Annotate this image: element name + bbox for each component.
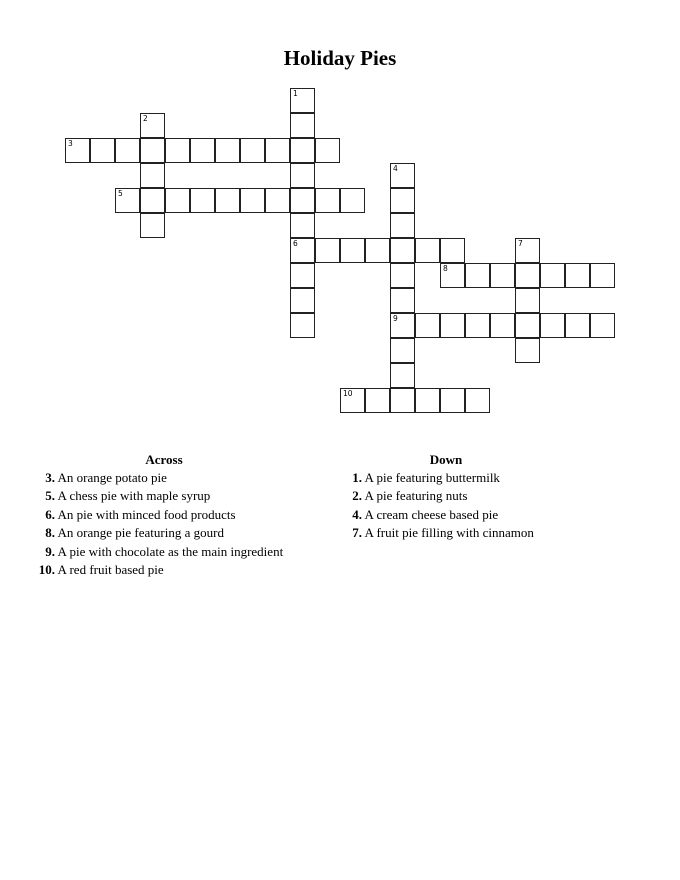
grid-cell[interactable] [540, 313, 565, 338]
grid-cell[interactable] [290, 188, 315, 213]
grid-cell[interactable] [540, 263, 565, 288]
grid-cell[interactable] [440, 388, 465, 413]
grid-cell[interactable] [240, 138, 265, 163]
grid-cell[interactable] [390, 388, 415, 413]
clue-number: 1 [293, 89, 298, 98]
grid-cell[interactable] [565, 263, 590, 288]
grid-cell[interactable] [390, 238, 415, 263]
grid-cell[interactable] [515, 288, 540, 313]
clue-down: 7. A fruit pie filling with cinnamon [352, 525, 534, 540]
grid-cell[interactable] [340, 188, 365, 213]
grid-cell[interactable] [465, 388, 490, 413]
clue-across: 10. A red fruit based pie [38, 562, 164, 577]
grid-cell[interactable] [490, 313, 515, 338]
clue-number: 6 [293, 239, 298, 248]
grid-cell[interactable] [440, 263, 465, 288]
grid-cell[interactable] [190, 188, 215, 213]
grid-cell[interactable] [290, 288, 315, 313]
grid-cell[interactable] [140, 188, 165, 213]
grid-cell[interactable] [515, 313, 540, 338]
grid-cell[interactable] [590, 263, 615, 288]
grid-cell[interactable] [390, 363, 415, 388]
grid-cell[interactable] [315, 238, 340, 263]
grid-cell[interactable] [165, 188, 190, 213]
grid-cell[interactable] [390, 163, 415, 188]
grid-cell[interactable] [90, 138, 115, 163]
grid-cell[interactable] [465, 313, 490, 338]
grid-cell[interactable] [515, 263, 540, 288]
grid-cell[interactable] [515, 338, 540, 363]
grid-cell[interactable] [290, 163, 315, 188]
grid-cell[interactable] [415, 388, 440, 413]
grid-cell[interactable] [290, 263, 315, 288]
clue-number: 7 [518, 239, 523, 248]
clue-number: 8 [443, 264, 448, 273]
grid-cell[interactable] [290, 88, 315, 113]
grid-cell[interactable] [340, 238, 365, 263]
clue-number: 2 [143, 114, 148, 123]
grid-cell[interactable] [390, 263, 415, 288]
grid-cell[interactable] [290, 213, 315, 238]
grid-cell[interactable] [440, 238, 465, 263]
grid-cell[interactable] [440, 313, 465, 338]
grid-cell[interactable] [465, 263, 490, 288]
grid-cell[interactable] [115, 138, 140, 163]
grid-cell[interactable] [290, 138, 315, 163]
grid-cell[interactable] [215, 188, 240, 213]
grid-cell[interactable] [215, 138, 240, 163]
clue-down: 4. A cream cheese based pie [352, 507, 499, 522]
grid-cell[interactable] [390, 338, 415, 363]
grid-cell[interactable] [590, 313, 615, 338]
grid-cell[interactable] [365, 388, 390, 413]
grid-cell[interactable] [265, 188, 290, 213]
grid-cell[interactable] [390, 188, 415, 213]
grid-cell[interactable] [265, 138, 290, 163]
clue-number: 4 [393, 164, 398, 173]
grid-cell[interactable] [290, 238, 315, 263]
grid-cell[interactable] [290, 113, 315, 138]
clue-across: 9. A pie with chocolate as the main ingredient [45, 544, 284, 559]
grid-cell[interactable] [240, 188, 265, 213]
grid-cell[interactable] [390, 288, 415, 313]
grid-cell[interactable] [165, 138, 190, 163]
clue-number: 9 [393, 314, 398, 323]
grid-cell[interactable] [515, 238, 540, 263]
clue-across: 6. An pie with minced food products [45, 507, 236, 522]
grid-cell[interactable] [190, 138, 215, 163]
grid-cell[interactable] [115, 188, 140, 213]
clue-across: 3. An orange potato pie [45, 470, 167, 485]
grid-cell[interactable] [140, 163, 165, 188]
clue-down: 1. A pie featuring buttermilk [352, 470, 500, 485]
grid-cell[interactable] [140, 213, 165, 238]
grid-cell[interactable] [140, 113, 165, 138]
grid-cell[interactable] [315, 188, 340, 213]
grid-cell[interactable] [315, 138, 340, 163]
clue-down: 2. A pie featuring nuts [352, 488, 468, 503]
across-heading: Across [145, 452, 183, 467]
grid-cell[interactable] [490, 263, 515, 288]
grid-cell[interactable] [415, 238, 440, 263]
grid-cell[interactable] [140, 138, 165, 163]
grid-cell[interactable] [390, 213, 415, 238]
puzzle-title: Holiday Pies [283, 46, 397, 70]
clue-across: 5. A chess pie with maple syrup [45, 488, 211, 503]
grid-cell[interactable] [65, 138, 90, 163]
clue-number: 5 [118, 189, 123, 198]
clue-number: 10 [343, 389, 353, 398]
grid-cell[interactable] [565, 313, 590, 338]
down-heading: Down [429, 452, 463, 467]
clue-number: 3 [68, 139, 73, 148]
grid-cell[interactable] [340, 388, 365, 413]
grid-cell[interactable] [365, 238, 390, 263]
grid-cell[interactable] [390, 313, 415, 338]
grid-cell[interactable] [290, 313, 315, 338]
grid-cell[interactable] [415, 313, 440, 338]
clue-across: 8. An orange pie featuring a gourd [45, 525, 224, 540]
